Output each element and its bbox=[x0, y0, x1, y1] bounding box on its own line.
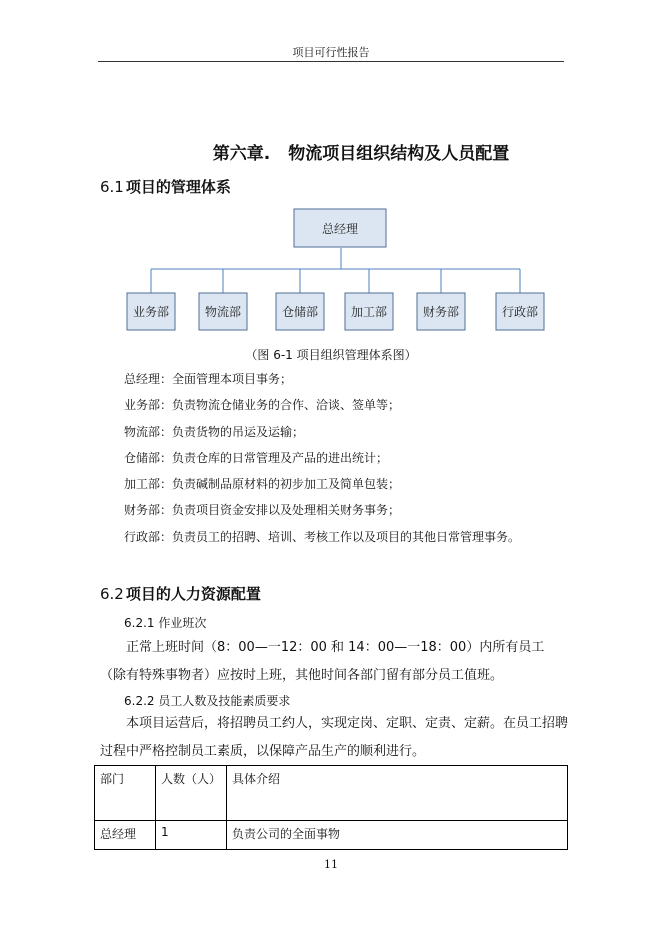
table-header-cell: 人数（人） bbox=[156, 766, 227, 821]
table-header-cell: 部门 bbox=[95, 766, 156, 821]
org-dept-label: 行政部 bbox=[501, 305, 539, 319]
org-dept-label: 仓储部 bbox=[281, 305, 319, 319]
duty-item: 仓储部：负责仓库的日常管理及产品的进出统计； bbox=[124, 450, 389, 465]
duty-item: 行政部：负责员工的招聘、培训、考核工作以及项目的其他日常管理事务。 bbox=[124, 529, 521, 544]
org-dept-box bbox=[417, 293, 465, 330]
page-header: 项目可行性报告 bbox=[292, 46, 370, 59]
section-number: 6.1 bbox=[100, 178, 124, 196]
subsection-title: 员工人数及技能素质要求 bbox=[158, 694, 291, 708]
duty-item: 加工部：负责碱制品原材料的初步加工及简单包装； bbox=[124, 477, 401, 492]
page-number: 11 bbox=[324, 858, 338, 871]
duty-item: 业务部：负责物流仓储业务的合作、洽谈、签单等； bbox=[124, 398, 401, 413]
org-dept-label: 业务部 bbox=[132, 305, 170, 319]
subsection-number: 6.2.1 bbox=[124, 616, 155, 630]
subsection-title: 作业班次 bbox=[158, 616, 207, 630]
org-dept-box bbox=[496, 293, 544, 330]
table-cell: 1 bbox=[156, 821, 227, 850]
org-dept-label: 加工部 bbox=[350, 305, 388, 319]
section-heading-6-2 bbox=[100, 583, 261, 604]
subsection-heading bbox=[124, 614, 206, 631]
duty-item: 总经理：全面管理本项目事务； bbox=[124, 372, 293, 386]
subsection-heading bbox=[124, 692, 290, 709]
duty-item: 物流部：负责货物的吊运及运输； bbox=[124, 424, 305, 439]
org-root-box bbox=[294, 209, 386, 247]
org-dept-box bbox=[199, 293, 247, 330]
table-cell: 负责公司的全面事物 bbox=[227, 821, 568, 850]
header-rule bbox=[98, 61, 564, 62]
staff-table bbox=[94, 765, 568, 850]
org-dept-box bbox=[127, 293, 175, 330]
org-dept-label: 物流部 bbox=[204, 305, 242, 319]
org-dept-label: 财务部 bbox=[422, 305, 460, 319]
chapter-number: 第六章. bbox=[212, 144, 271, 164]
paragraph-shift: 正常上班时间（8：00—一12：00 和 14：00—一18：00）内所有员工（除有特殊事物者）应按时上班，其他时间各部门留有部分员工值班。 bbox=[100, 640, 545, 683]
section-heading-6-1 bbox=[100, 176, 231, 197]
org-root-label: 总经理 bbox=[321, 222, 359, 236]
org-chart bbox=[0, 200, 662, 340]
org-dept-box bbox=[345, 293, 393, 330]
table-header-cell: 具体介绍 bbox=[227, 766, 568, 821]
org-dept-box bbox=[276, 293, 324, 330]
section-title: 项目的人力资源配置 bbox=[125, 585, 261, 603]
paragraph-staffing: 本项目运营后，将招聘员工约人，实现定岗、定职、定责、定薪。在员工招聘过程中严格控制员工素质，以保障产品生产的顺利进行。 bbox=[100, 716, 569, 759]
table-row bbox=[95, 821, 568, 850]
chapter-title-text: 物流项目组织结构及人员配置 bbox=[288, 144, 510, 164]
duty-item: 财务部：负责项目资金安排以及处理相关财务事务； bbox=[124, 503, 401, 518]
subsection-number: 6.2.2 bbox=[124, 694, 155, 708]
duty-list bbox=[124, 369, 520, 553]
table-cell: 总经理 bbox=[95, 821, 156, 850]
chapter-title bbox=[0, 139, 662, 164]
section-title: 项目的管理体系 bbox=[125, 178, 231, 196]
section-number: 6.2 bbox=[100, 585, 124, 603]
figure-caption: （图 6-1 项目组织管理体系图） bbox=[245, 348, 417, 362]
table-header-row bbox=[95, 766, 568, 821]
